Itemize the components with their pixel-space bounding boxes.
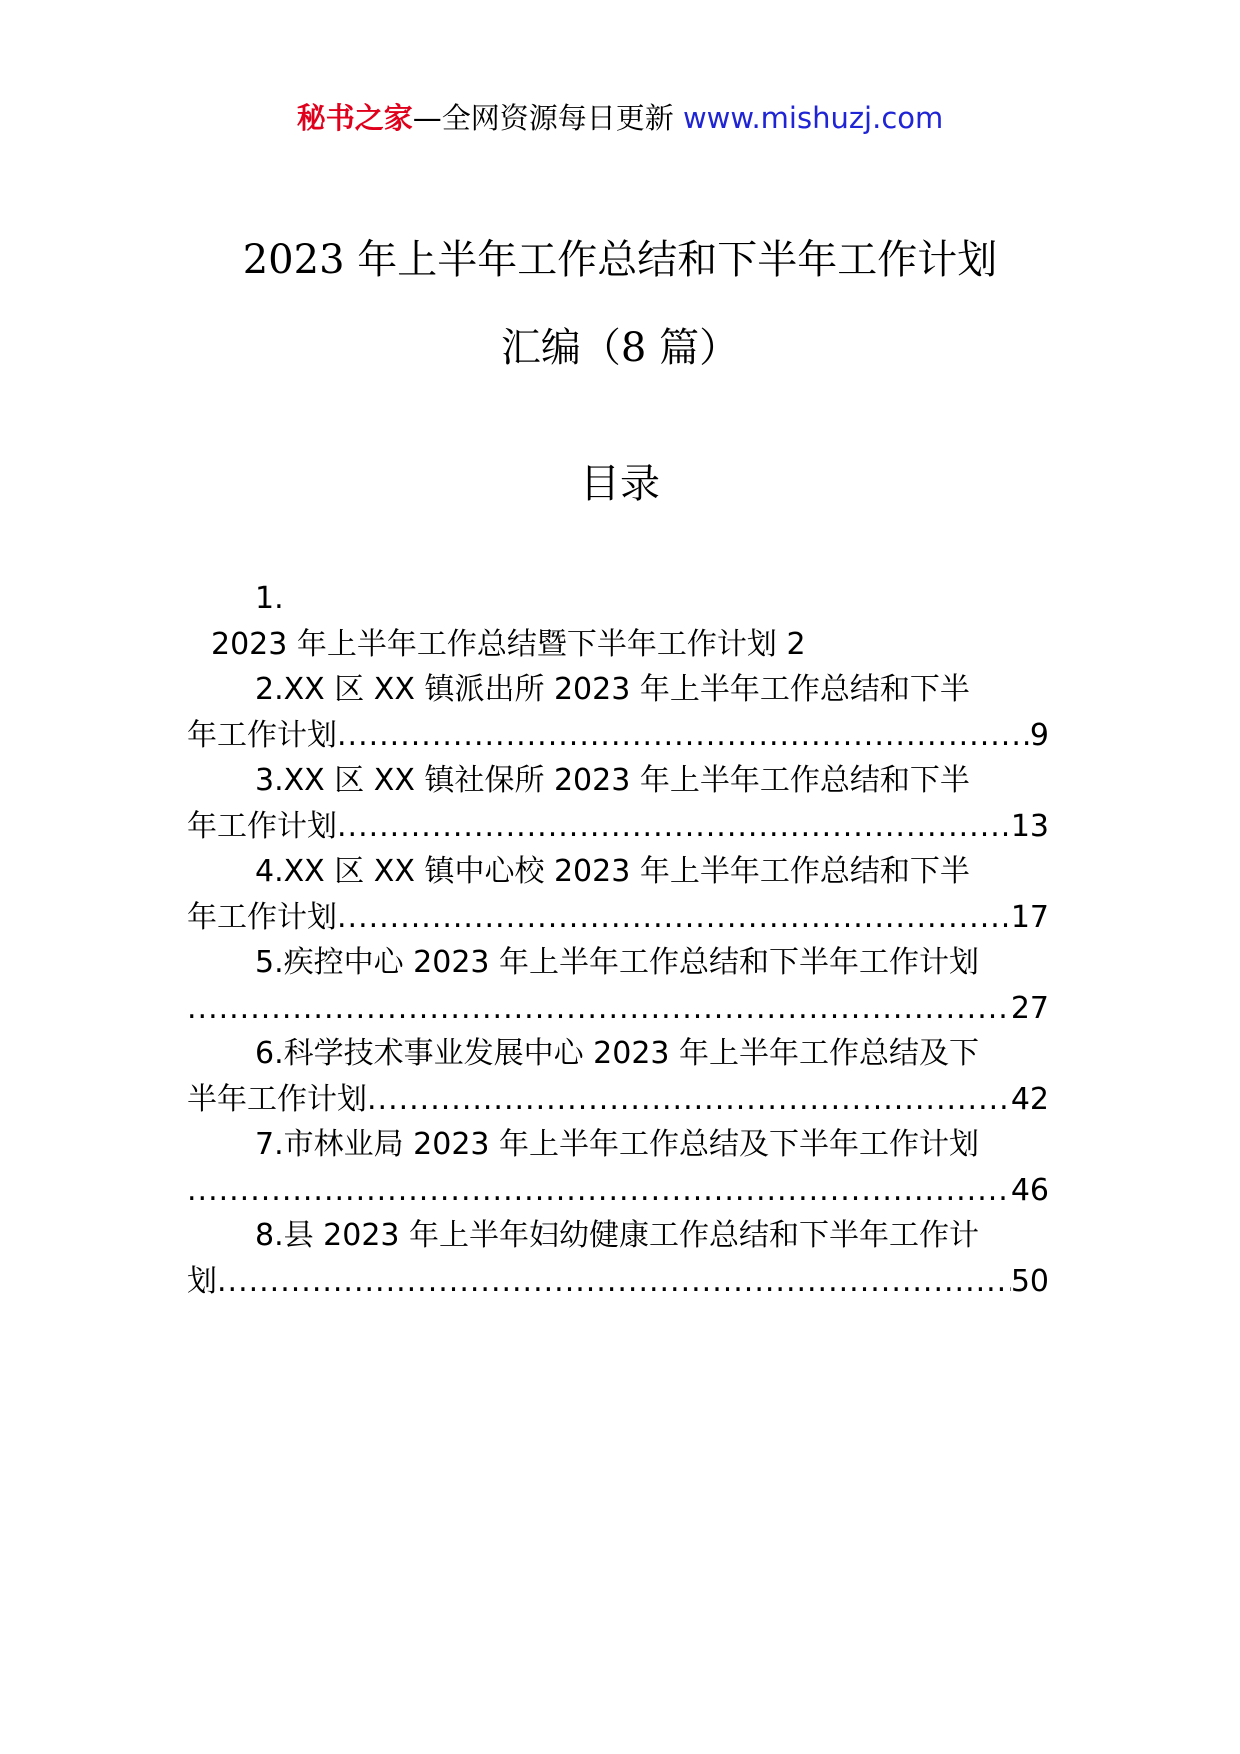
toc-entry-6[interactable]	[187, 1031, 1049, 1122]
toc-entry-text-line1: 5.疾控中心 2023 年上半年工作总结和下半年工作计划	[255, 945, 980, 980]
toc-entry-text-line1: 4.XX 区 XX 镇中心校 2023 年上半年工作总结和下半	[255, 854, 970, 889]
toc-entry-text-line1: 7.市林业局 2023 年上半年工作总结及下半年工作计划	[255, 1127, 980, 1162]
toc-dot-leader	[337, 895, 1011, 941]
toc-heading: 目录	[580, 461, 660, 507]
toc-entry-8[interactable]	[187, 1213, 1049, 1304]
site-tagline: —全网资源每日更新	[412, 101, 674, 135]
toc-entry-5[interactable]	[187, 940, 1049, 1031]
table-of-contents	[187, 576, 1049, 1304]
toc-entry-1[interactable]	[187, 576, 1049, 667]
toc-entry-text-line2: 年工作计划	[187, 717, 337, 753]
site-url-link[interactable]: www.mishuzj.com	[682, 101, 944, 135]
toc-entry-page: 42	[1010, 1081, 1049, 1117]
toc-entry-leader-line	[187, 804, 1049, 850]
toc-entry-text-line2: 划	[187, 1263, 217, 1299]
toc-entry-page: 13	[1010, 808, 1049, 844]
toc-entry-text: 2023 年上半年工作总结暨下半年工作计划	[211, 626, 777, 662]
toc-entry-text-line2: 年工作计划	[187, 899, 337, 935]
toc-entry-4[interactable]	[187, 849, 1049, 940]
toc-entry-3[interactable]	[187, 758, 1049, 849]
toc-entry-7[interactable]	[187, 1122, 1049, 1213]
site-header	[0, 98, 1240, 138]
toc-entry-leader-line	[187, 713, 1049, 759]
toc-entry-text-line1: 6.科学技术事业发展中心 2023 年上半年工作总结及下	[255, 1036, 980, 1071]
toc-entry-2[interactable]	[187, 667, 1049, 758]
toc-entry-text-line1: 2.XX 区 XX 镇派出所 2023 年上半年工作总结和下半	[255, 672, 970, 707]
toc-entry-line	[187, 622, 1049, 668]
toc-entry-page: 9	[1029, 717, 1049, 753]
toc-dot-leader	[187, 1168, 1011, 1214]
toc-entry-page: 50	[1010, 1263, 1049, 1299]
toc-dot-leader	[337, 713, 1030, 759]
toc-entry-number: 1.	[255, 581, 284, 616]
document-title-line-1: 2023 年上半年工作总结和下半年工作计划	[242, 237, 998, 283]
site-brand: 秘书之家	[296, 101, 413, 135]
document-title-line-2: 汇编（8 篇）	[500, 325, 740, 371]
toc-entry-text-line2: 年工作计划	[187, 808, 337, 844]
toc-entry-page: 27	[1010, 990, 1049, 1026]
toc-entry-text-line1: 3.XX 区 XX 镇社保所 2023 年上半年工作总结和下半	[255, 763, 970, 798]
toc-entry-leader-line	[187, 1168, 1049, 1214]
toc-entry-leader-line	[187, 986, 1049, 1032]
toc-entry-leader-line	[187, 1259, 1049, 1305]
toc-entry-leader-line	[187, 895, 1049, 941]
toc-entry-page: 17	[1010, 899, 1049, 935]
toc-dot-leader	[217, 1259, 1011, 1305]
toc-entry-page: 46	[1010, 1172, 1049, 1208]
toc-entry-text-line2: 半年工作计划	[187, 1081, 367, 1117]
toc-dot-leader	[367, 1077, 1011, 1123]
toc-entry-text-line1: 8.县 2023 年上半年妇幼健康工作总结和下半年工作计	[255, 1218, 980, 1253]
toc-entry-page: 2	[786, 626, 806, 662]
toc-dot-leader	[337, 804, 1011, 850]
toc-entry-leader-line	[187, 1077, 1049, 1123]
toc-dot-leader	[187, 986, 1011, 1032]
